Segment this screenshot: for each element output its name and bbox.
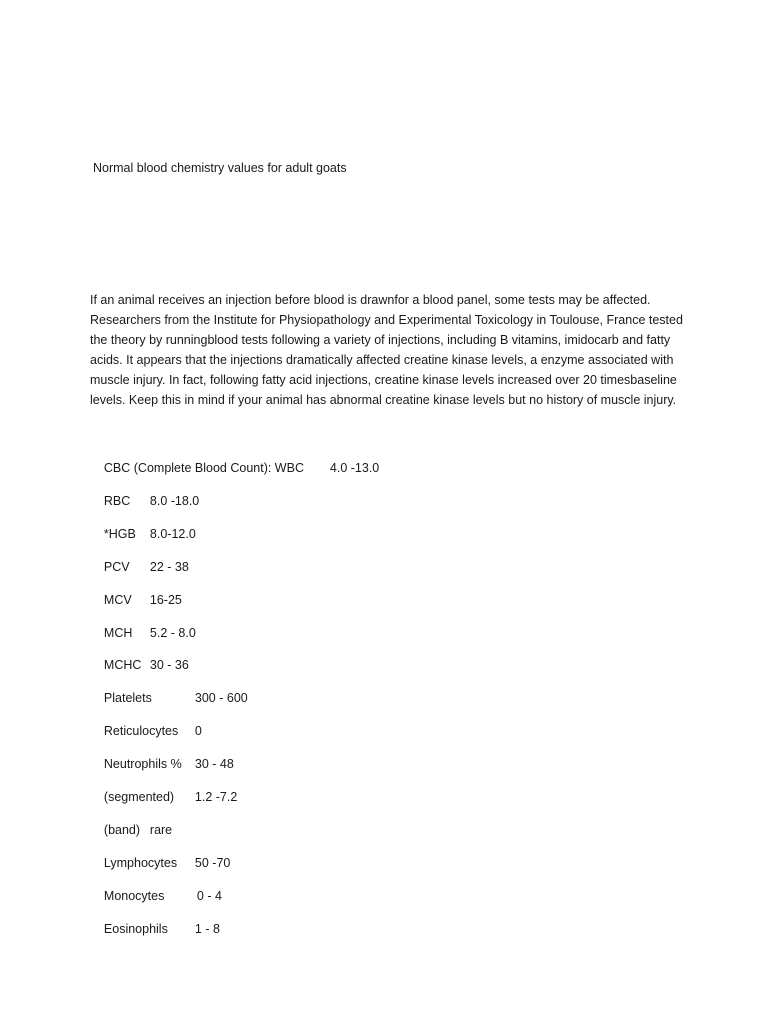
row-value: 1 - 8 <box>194 922 220 936</box>
value-row-eosinophils <box>90 905 220 953</box>
row-label: MCHC <box>103 658 142 672</box>
row-value: 0 <box>194 724 202 738</box>
document-title: Normal blood chemistry values for adult goats <box>93 161 347 175</box>
row-value: 1.2 -7.2 <box>194 790 238 804</box>
row-value: 5.2 - 8.0 <box>149 626 196 640</box>
row-label: CBC (Complete Blood Count): WBC <box>103 461 304 475</box>
row-value: 22 - 38 <box>149 560 189 574</box>
row-value: 16-25 <box>149 593 182 607</box>
row-label: MCH <box>103 626 133 640</box>
row-label: Lymphocytes <box>103 856 178 870</box>
row-label: (band) <box>103 823 141 837</box>
row-label: RBC <box>103 494 131 508</box>
row-value: 0 - 4 <box>196 889 222 903</box>
row-label: Monocytes <box>103 889 165 903</box>
row-value: 300 - 600 <box>194 691 248 705</box>
row-value: 8.0 -18.0 <box>149 494 200 508</box>
row-value: 4.0 -13.0 <box>329 461 380 475</box>
row-label: Neutrophils % <box>103 757 182 771</box>
row-value: 30 - 48 <box>194 757 234 771</box>
row-label: Reticulocytes <box>103 724 179 738</box>
row-label: PCV <box>103 560 130 574</box>
row-value: rare <box>149 823 173 837</box>
row-label: (segmented) <box>103 790 175 804</box>
row-value: 50 -70 <box>194 856 231 870</box>
row-label: MCV <box>103 593 132 607</box>
row-value: 8.0-12.0 <box>149 527 196 541</box>
row-label: Eosinophils <box>103 922 168 936</box>
intro-paragraph: If an animal receives an injection before blood is drawnfor a blood panel, some tests may be affected. Researchers from the Institute for Physiopathology and Experimental Toxicology in Toulouse, France tested the theory by runningblood tests following a variety of injections, including B vitamins, imidocarb and fatty acids. It appears that the injections dramatically affected creatine kinase levels, a enzyme associated with muscle injury. In fact, following fatty acid injections, creatine kinase levels increased over 20 timesbaseline levels. Keep this in mind if your animal has abnormal creatine kinase levels but no history of muscle injury. <box>90 293 683 407</box>
row-label: *HGB <box>103 527 136 541</box>
row-value: 30 - 36 <box>149 658 189 672</box>
row-label: Platelets <box>103 691 152 705</box>
